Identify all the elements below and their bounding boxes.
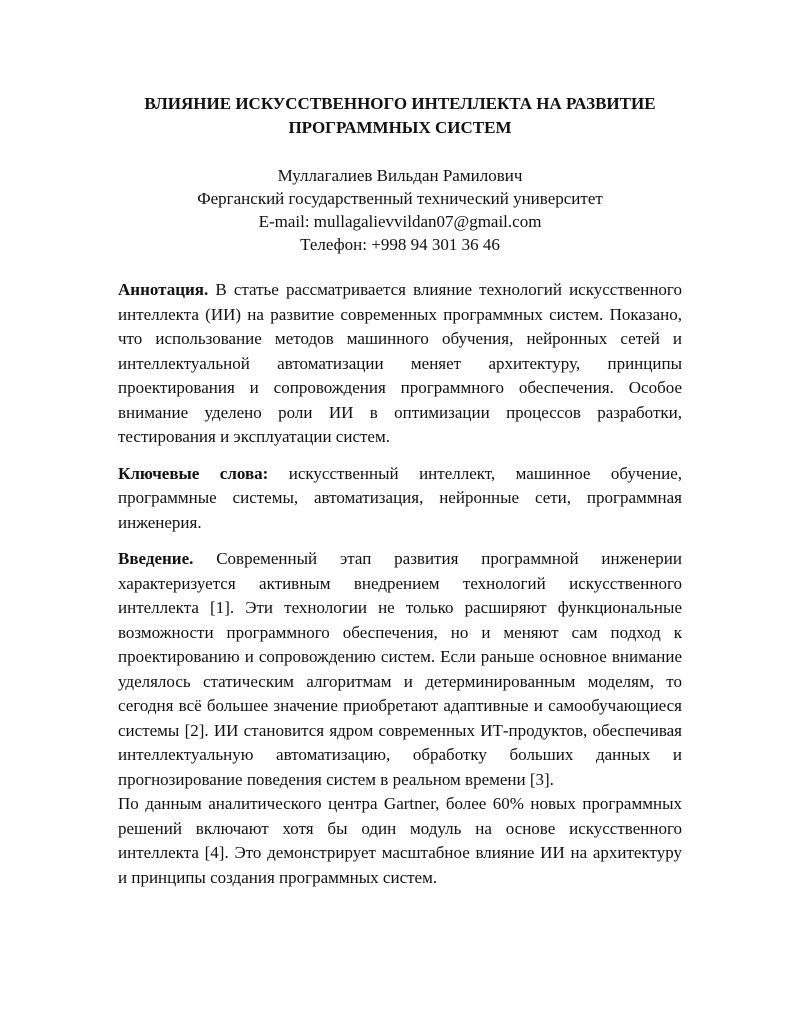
introduction-text: Современный этап развития программной инженерии характеризуется активным внедрением технологий искусственного интеллекта [1]. Эти технологии не только расширяют функциональные возможности программного обеспечения, но и меняют сам подход к проектированию и сопровождению систем. Если раньше основное внимание уделялось статическим алгоритмам и детерминированным моделям, то сегодня всё большее значение приобретают адаптивные и самообучающиеся системы [2]. ИИ становится ядром современных ИТ-продуктов, обеспечивая интеллектуальную автоматизацию, обработку больших данных и прогнозирование поведения систем в реальном времени [3]. [118, 549, 682, 789]
author-email: E-mail: mullagalievvildan07@gmail.com [258, 212, 542, 231]
abstract-paragraph [118, 278, 682, 450]
introduction-paragraph [118, 547, 682, 792]
author-name: Муллагалиев Вильдан Рамилович [277, 166, 523, 185]
introduction-label: Введение. [118, 549, 194, 568]
article-title [118, 92, 682, 140]
author-phone: Телефон: +998 94 301 36 46 [300, 235, 500, 254]
abstract-label: Аннотация. [118, 280, 209, 299]
abstract-text: В статье рассматривается влияние технологий искусственного интеллекта (ИИ) на развитие современных программных систем. Показано, что использование методов машинного обучения, нейронных сетей и интеллектуальной автоматизации меняет архитектуру, принципы проектирования и сопровождения программного обеспечения. Особое внимание уделено роли ИИ в оптимизации процессов разработки, тестирования и эксплуатации систем. [118, 280, 682, 446]
author-affiliation: Ферганский государственный технический университет [197, 189, 603, 208]
introduction-paragraph-2: По данным аналитического центра Gartner, более 60% новых программных решений включают хотя бы один модуль на основе искусственного интеллекта [4]. Это демонстрирует масштабное влияние ИИ на архитектуру и принципы создания программных систем. [118, 794, 682, 887]
author-block [118, 164, 682, 256]
title-line-1: ВЛИЯНИЕ ИСКУССТВЕННОГО ИНТЕЛЛЕКТА НА РАЗВИТИЕ [144, 94, 656, 113]
keywords-text: искусственный интеллект, машинное обучение, программные системы, автоматизация, нейронные сети, программная инженерия. [118, 463, 682, 532]
keywords-label: Ключевые слова: [118, 463, 269, 483]
title-line-2: ПРОГРАММНЫХ СИСТЕМ [288, 118, 512, 137]
keywords-paragraph [118, 462, 682, 536]
